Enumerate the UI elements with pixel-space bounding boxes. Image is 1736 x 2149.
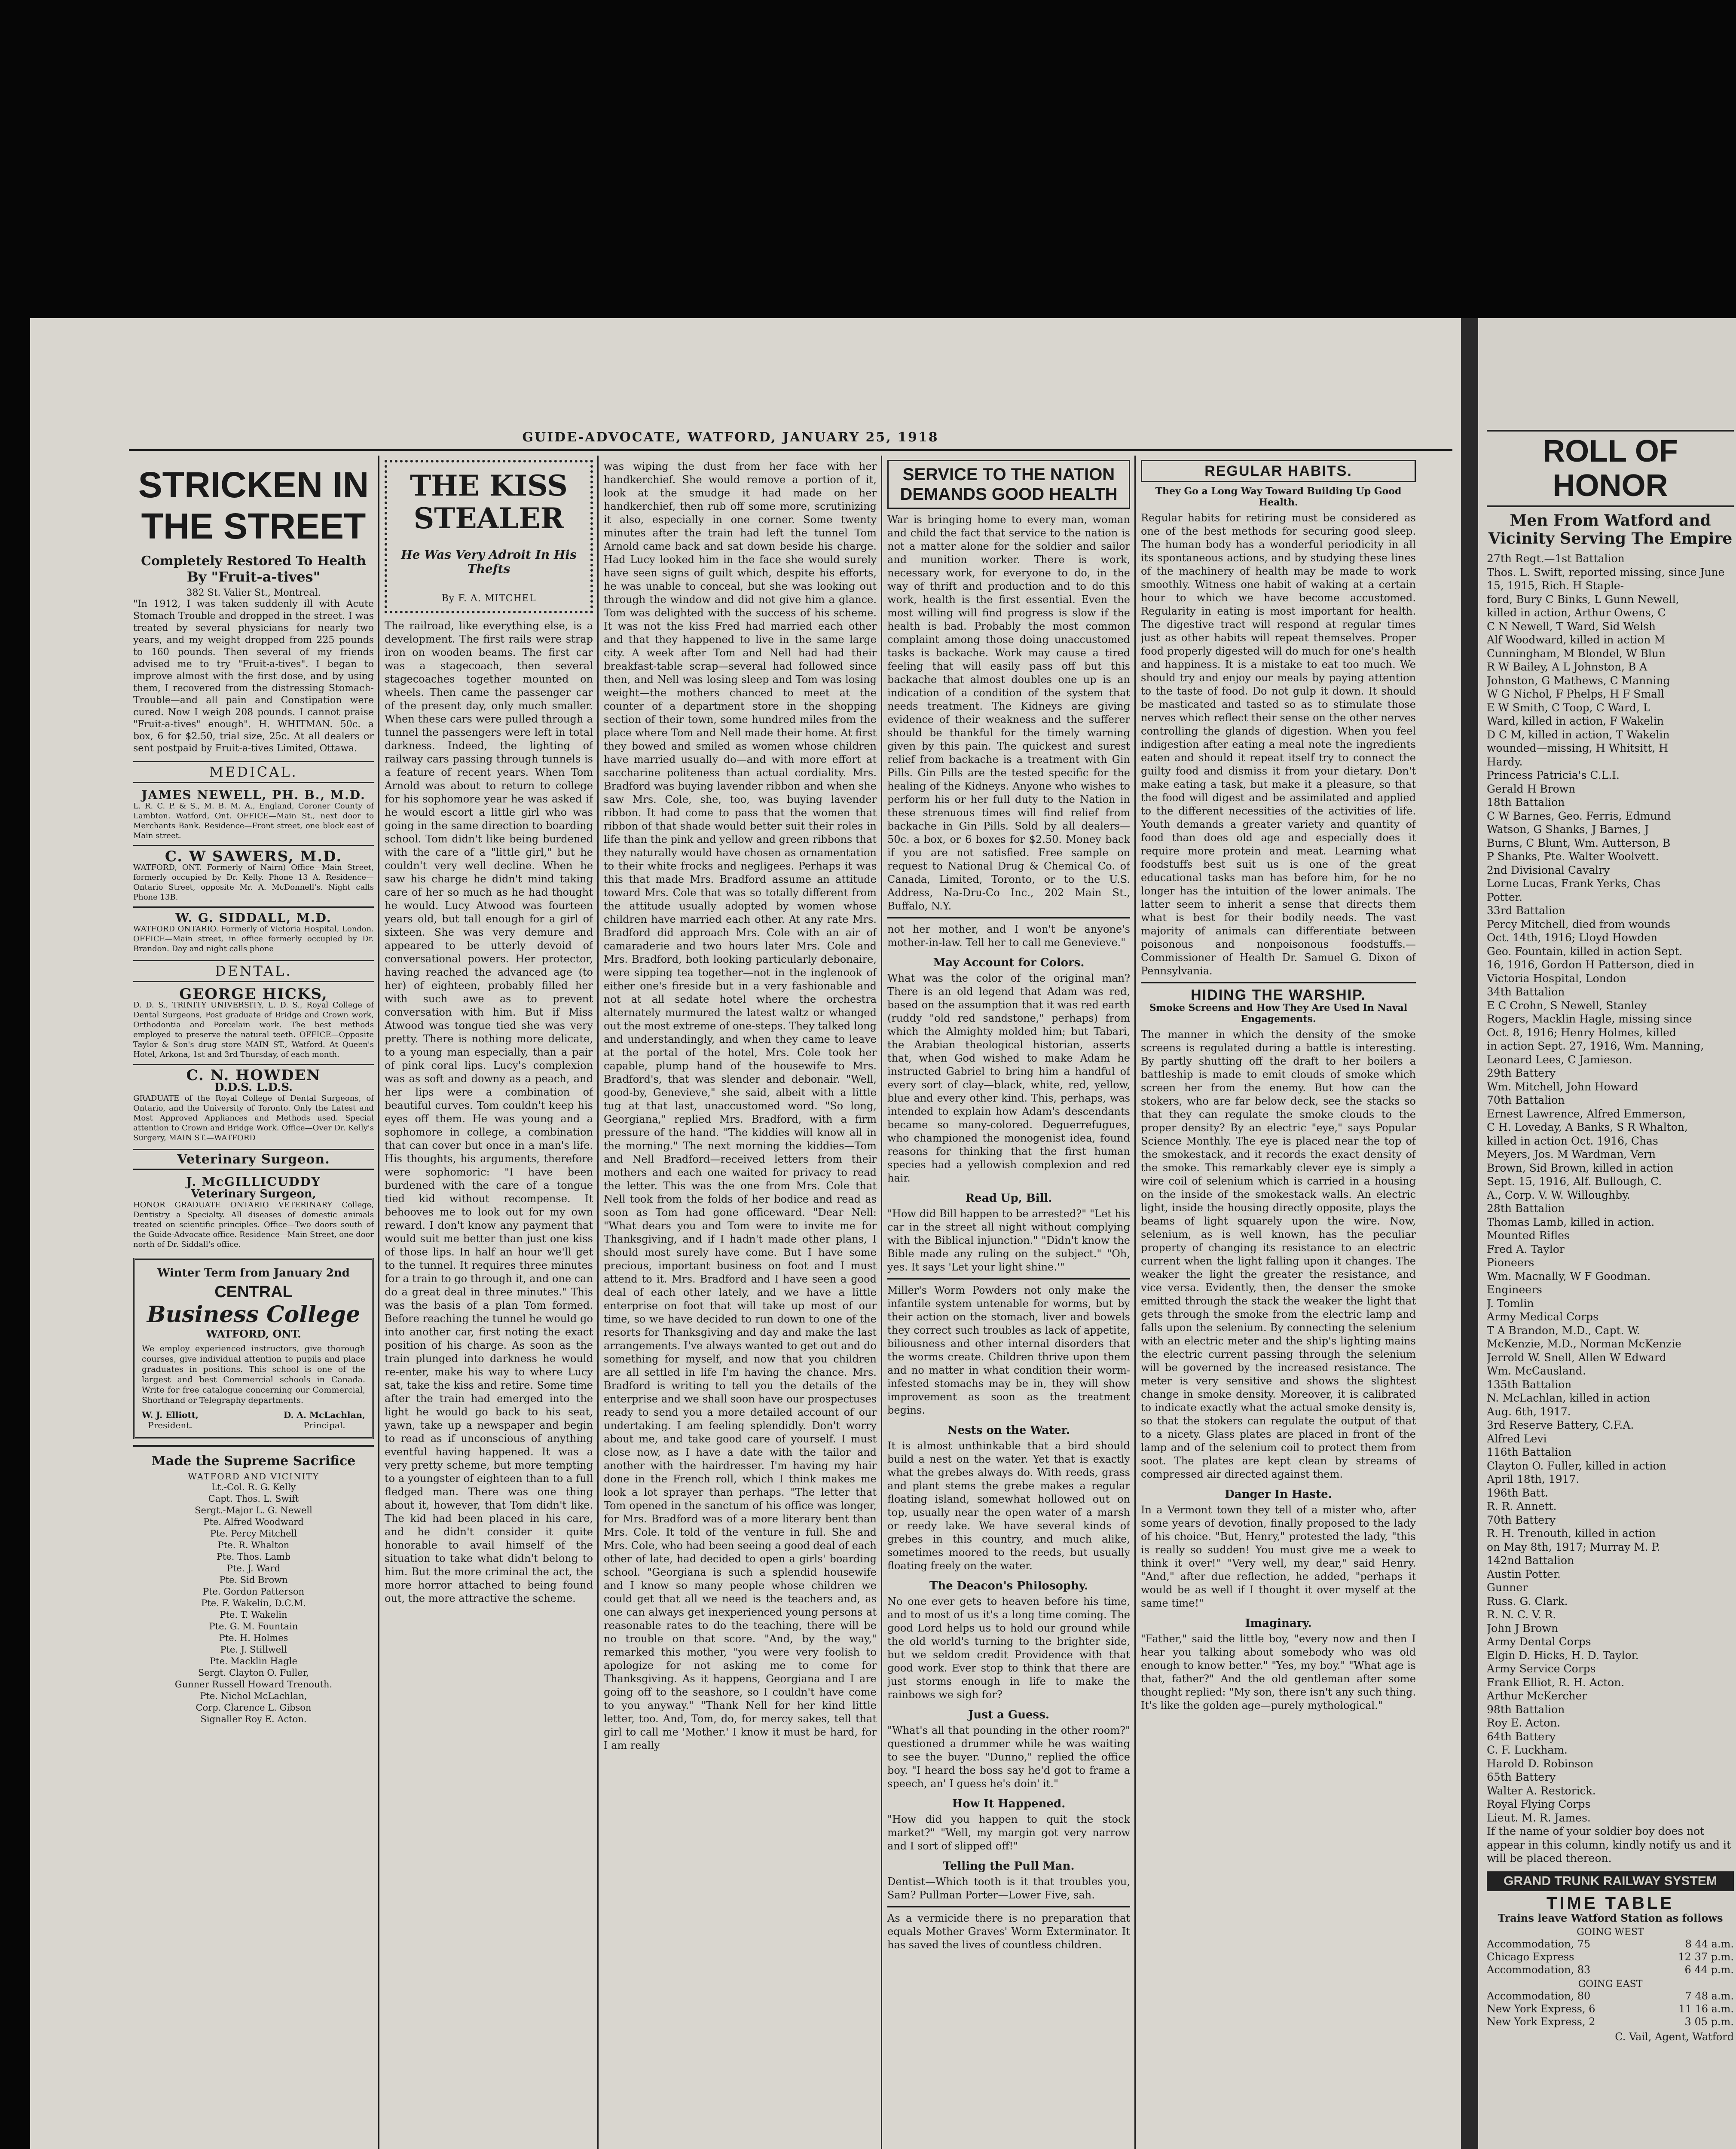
- honor-line: John J Brown: [1487, 1622, 1559, 1635]
- honor-line: 3rd Reserve Battery, C.F.A.: [1487, 1419, 1634, 1431]
- fruitatives-subhead-2: By "Fruit-a-tives": [186, 569, 321, 585]
- sacrifice-name: Lt.-Col. R. G. Kelly: [211, 1482, 296, 1492]
- veterinary-label: Veterinary Surgeon.: [133, 1149, 374, 1170]
- sacrifice-name: Pte. T. Wakelin: [220, 1610, 287, 1620]
- honor-line: 70th Battery: [1487, 1513, 1556, 1526]
- column-rule: [378, 456, 379, 2149]
- honor-line: Engineers: [1487, 1283, 1542, 1296]
- sacrifice-name: Pte. Macklin Hagle: [210, 1656, 297, 1666]
- honor-line: D C M, killed in action, T Wakelin: [1487, 728, 1670, 741]
- honor-line: 16, 1916, Gordon H Patterson, died in: [1487, 958, 1695, 971]
- train-row: [1487, 2002, 1734, 2015]
- honor-line: killed in action Oct. 1916, Chas: [1487, 1134, 1658, 1147]
- fruitatives-subhead-1: Completely Restored To Health: [141, 554, 366, 569]
- sawers-card: [133, 848, 374, 902]
- honor-line: Ward, killed in action, F Wakelin: [1487, 715, 1664, 727]
- worm-powders-body: Miller's Worm Powders not only make the infantile system untenable for worms, but by their action on the stomach, liver and bowels they correct such troubles as lack of appetite, biliousness and other internal disorders that the worms create. Children thrive upon them and no matter in what condition their worm-infested stomachs may be in, they will show improvement as soon as the treatment begins.: [887, 1284, 1130, 1416]
- honor-line: killed in action, Arthur Owens, C: [1487, 606, 1666, 619]
- howden-degrees: D.D.S. L.D.S.: [214, 1081, 293, 1094]
- college-body: We employ experienced instructors, give thorough courses, give individual attention to pupils and place graduates in positions. This school is one of the largest and best Commercial schools in Canada. Write for free catalogue concerning our Commercial, Shorthand or Telegraphy departments.: [142, 1344, 365, 1405]
- honor-line: 33rd Battalion: [1487, 904, 1566, 917]
- honor-line: W G Nichol, F Phelps, H F Small: [1487, 688, 1664, 700]
- college-president-name: W. J. Elliott,: [142, 1410, 199, 1420]
- divider: [887, 1278, 1130, 1280]
- sacrifice-name: Pte. F. Wakelin, D.C.M.: [201, 1598, 306, 1608]
- kiss-stealer-subtitle: He Was Very Adroit In His Thefts: [401, 548, 577, 576]
- honor-line: Walter A. Restorick.: [1487, 1784, 1596, 1797]
- divider: [887, 917, 1130, 918]
- honor-line: 64th Battery: [1487, 1730, 1556, 1743]
- honor-line: 70th Battalion: [1487, 1094, 1565, 1106]
- honor-line: 28th Battalion: [1487, 1202, 1565, 1215]
- honor-line: April 18th, 1917.: [1487, 1473, 1580, 1485]
- bill-head: Read Up, Bill.: [965, 1192, 1052, 1205]
- page-gutter: [1461, 318, 1478, 2149]
- column-5: [1141, 460, 1416, 2149]
- honor-line: 18th Battalion: [1487, 796, 1565, 808]
- honor-line: Roy E. Acton.: [1487, 1717, 1561, 1729]
- honor-line: Princess Patricia's C.L.I.: [1487, 769, 1620, 781]
- train-time: 6 44 p.m.: [1684, 1963, 1734, 1976]
- honor-line: ford, Bury C Binks, L Gunn Newell,: [1487, 593, 1679, 606]
- mcgillicuddy-name: J. McGILLICUDDY: [186, 1175, 321, 1189]
- honor-line: on May 8th, 1917; Murray M. P.: [1487, 1540, 1660, 1553]
- honor-line: Frank Elliot, R. H. Acton.: [1487, 1676, 1625, 1689]
- honor-line: Hardy.: [1487, 755, 1523, 768]
- honor-line: Rogers, Macklin Hagle, missing since: [1487, 1013, 1692, 1025]
- divider: [887, 1906, 1130, 1907]
- howden-body: GRADUATE of the Royal College of Dental Surgeons, of Ontario, and the University of Toronto. Only the Latest and Most Approved Appliances and Methods used. Special attention to Crown and Bridge Work. Office—Over Dr. Kelly's Surgery, MAIN ST.—WATFORD: [133, 1094, 374, 1142]
- college-term: Winter Term from January 2nd: [157, 1267, 350, 1280]
- honor-line: Elgin D. Hicks, H. D. Taylor.: [1487, 1649, 1639, 1662]
- sacrifice-name: Pte. R. Whalton: [217, 1540, 290, 1550]
- train-time: 3 05 p.m.: [1684, 2015, 1734, 2028]
- train-name: Accommodation, 75: [1487, 1938, 1591, 1950]
- siddall-body: WATFORD ONTARIO. Formerly of Victoria Hospital, London. OFFICE—Main street, in office formerly occupied by Dr. Brandon. Day and night calls phone: [133, 924, 374, 953]
- sacrifice-name: Pte. Alfred Woodward: [203, 1517, 304, 1527]
- nests-head: Nests on the Water.: [947, 1424, 1070, 1437]
- honor-line: Alf Woodward, killed in action M: [1487, 634, 1666, 646]
- honor-line: Wm. Macnally, W F Goodman.: [1487, 1270, 1651, 1283]
- honor-line: Pioneers: [1487, 1256, 1534, 1269]
- sawers-name: C. W SAWERS, M.D.: [165, 848, 342, 865]
- college-ad: [133, 1258, 374, 1439]
- honor-line: 135th Battalion: [1487, 1378, 1572, 1391]
- sacrifice-name: Pte. J. Stillwell: [220, 1644, 287, 1655]
- vermicide-body: As a vermicide there is no preparation that equals Mother Graves' Worm Exterminator. It has saved the lives of countless children.: [887, 1912, 1130, 1951]
- divider: [133, 1445, 374, 1447]
- fruitatives-headline: STRICKEN IN THE STREET: [138, 465, 369, 546]
- habits-subhead: They Go a Long Way Toward Building Up Good Health.: [1155, 486, 1402, 508]
- train-time: 11 16 a.m.: [1678, 2002, 1734, 2015]
- train-time: 12 37 p.m.: [1678, 1950, 1734, 1963]
- honor-line: 116th Battalion: [1487, 1446, 1572, 1458]
- honor-line: 196th Batt.: [1487, 1486, 1549, 1499]
- happened-body: "How did you happen to quit the stock market?" "Well, my margin got very narrow and I sort of slipped off!": [887, 1813, 1130, 1852]
- warship-body: The manner in which the density of the smoke screens is regulated during a battle is interesting. By partly shutting off the draft to her boilers a battleship is made to emit clouds of smoke which screen her from the enemy. But how can the stokers, who are far below deck, see the stacks so that they can regulate the smoke clouds to the proper density? By an electric "eye," says Popular Science Monthly. The eye is placed near the top of the smokestack, and it records the exact density of the smoke. This remarkably clever eye is simply a wire coil of selenium which is carried in a housing on the inside of the smokestack walls. An electric light, inside the housing directly opposite, plays the beams of light squarely upon the wire. Now, selenium, as is well known, has the peculiar property of changing its resistance to an electric current when the light falling upon it changes. The weaker the light the greater the resistance, and vice versa. Evidently, then, the denser the smoke emitted through the stack the weaker the light that gets through the smoke from the electric lamp and falls upon the selenium. By connecting the selenium with an electric meter and the ship's lighting mains the electric current passing through the selenium will be governed by the increased resistance. The meter is very sensitive and shows the slightest change in smoke density. Moreover, it is calibrated to indicate exactly what the actual smoke density is, so that the stokers can regulate the output of that to a nicety. Glass plates are placed in front of the lamp and of the selenium coil to protect them from soot. The plates are kept clean by streams of compressed air directed against them.: [1141, 1029, 1416, 1480]
- honor-line: Jerrold W. Snell, Allen W Edward: [1487, 1351, 1666, 1364]
- honor-line: J. Tomlin: [1487, 1297, 1534, 1310]
- divider: [1141, 982, 1416, 983]
- column-4: [887, 460, 1130, 2149]
- roll-of-honor-headline: ROLL OF HONOR: [1487, 430, 1734, 507]
- honor-line: E W Smith, C Toop, C Ward, L: [1487, 701, 1650, 714]
- roll-of-honor-list: [1487, 552, 1734, 1865]
- east-trains: [1487, 1990, 1734, 2028]
- colors-head: May Account for Colors.: [933, 956, 1085, 969]
- honor-line: A., Corp. V. W. Willoughby.: [1487, 1188, 1630, 1201]
- honor-line: Russ. G. Clark.: [1487, 1595, 1568, 1607]
- honor-line: Geo. Fountain, killed in action Sept.: [1487, 945, 1683, 958]
- honor-line: Oct. 8, 1916; Henry Holmes, killed: [1487, 1026, 1676, 1039]
- honor-line: T A Brandon, M.D., Capt. W.: [1487, 1324, 1640, 1337]
- honor-line: Clayton O. Fuller, killed in action: [1487, 1459, 1666, 1472]
- honor-line: If the name of your soldier boy does not appear in this column, kindly notify us and it will be placed thereon.: [1487, 1825, 1731, 1864]
- honor-line: Lieut. M. R. James.: [1487, 1811, 1591, 1824]
- mcgillicuddy-title: Veterinary Surgeon,: [191, 1188, 316, 1200]
- divider: [133, 845, 374, 846]
- newell-body: L. R. C. P. & S., M. B. M. A., England, Coroner County of Lambton. Watford, Ont. OFFICE—Main St., next door to Merchants Bank. Residence—Front street, one block east of Main street.: [133, 802, 374, 840]
- honor-line: C. F. Luckham.: [1487, 1744, 1568, 1756]
- honor-line: Thomas Lamb, killed in action.: [1487, 1215, 1655, 1228]
- honor-line: Brown, Sid Brown, killed in action: [1487, 1161, 1674, 1174]
- honor-line: Army Dental Corps: [1487, 1635, 1591, 1648]
- habits-headline: REGULAR HABITS.: [1141, 460, 1416, 482]
- honor-line: Victoria Hospital, London: [1487, 972, 1626, 985]
- warship-headline: HIDING THE WARSHIP.: [1191, 987, 1366, 1003]
- guess-body: "What's all that pounding in the other room?" questioned a drummer while he was waiting to see the buyer. "Dunno," replied the office boy. "I heard the boss say he'd got to frame a speech, an' I guess he's doin' it.": [887, 1724, 1130, 1790]
- deacon-body: No one ever gets to heaven before his time, and to most of us it's a long time coming. The good Lord helps us to hold our ground while the old world's turning to the brighter side, but we seldom credit Providence with that good work. Ever stop to think that there are just storms enough in life to make the rainbows we sigh for?: [887, 1595, 1130, 1701]
- honor-line: Burns, C Blunt, Wm. Autterson, B: [1487, 836, 1671, 849]
- pullman-head: Telling the Pull Man.: [943, 1860, 1075, 1873]
- honor-line: E C Crohn, S Newell, Stanley: [1487, 999, 1647, 1012]
- honor-line: 2nd Divisional Cavalry: [1487, 863, 1610, 876]
- honor-line: Army Medical Corps: [1487, 1310, 1598, 1323]
- honor-line: Fred A. Taylor: [1487, 1243, 1565, 1255]
- timetable-head: TIME TABLE: [1546, 1893, 1674, 1913]
- train-name: Accommodation, 80: [1487, 1990, 1591, 2002]
- honor-line: C H. Loveday, A Banks, S R Whalton,: [1487, 1121, 1688, 1133]
- honor-line: N. McLachlan, killed in action: [1487, 1392, 1650, 1404]
- honor-line: Ernest Lawrence, Alfred Emmerson,: [1487, 1107, 1686, 1120]
- roll-of-honor-subhead: Men From Watford and Vicinity Serving The Empire: [1488, 511, 1733, 548]
- honor-line: Gunner: [1487, 1581, 1528, 1594]
- column-rule: [597, 456, 599, 2149]
- column-rule: [1134, 456, 1136, 2149]
- train-row: [1487, 1963, 1734, 1976]
- sacrifice-name: Pte. Thos. Lamb: [216, 1552, 291, 1562]
- sacrifice-name: Sergt.-Major L. G. Newell: [195, 1505, 312, 1515]
- honor-line: Leonard Lees, C Jamieson.: [1487, 1053, 1632, 1066]
- college-principal-role: Principal.: [303, 1420, 345, 1430]
- honor-line: 65th Battery: [1487, 1771, 1556, 1783]
- danger-body: In a Vermont town they tell of a mister who, after some years of devotion, finally proposed to the lady of his choice. "But, Henry," protested the lady, "this is really so sudden! You must give me a week to think it over!" "Very well, my dear," said Henry. "And," after due reflection, he added, "perhaps it would be as well if I thought it over myself at the same time!": [1141, 1504, 1416, 1609]
- west-trains: [1487, 1938, 1734, 1976]
- hicks-name: GEORGE HICKS,: [179, 986, 328, 1003]
- colors-body: What was the color of the original man? There is an old legend that Adam was red, based on the assumption that it was red earth (ruddy "old red sandstone," perhaps) from which the Almighty molded him; but Tabari, the Arabian theological historian, asserts that, when God wished to make Adam he instructed Gabriel to bring him a handful of every sort of clay—black, white, red, yellow, blue and every other kind. This, perhaps, was intended to explain how Adam's descendants became so many-colored. Deguerrefugues, who championed the monogenist idea, found reasons for thinking that the first human species had a yellowish complexion and red hair.: [887, 972, 1130, 1184]
- train-time: 7 48 a.m.: [1685, 1990, 1734, 2002]
- grand-trunk-banner: GRAND TRUNK RAILWAY SYSTEM: [1487, 1871, 1734, 1891]
- train-row: [1487, 2015, 1734, 2028]
- fruitatives-body: "In 1912, I was taken suddenly ill with Acute Stomach Trouble and dropped in the street. I was treated by several physicians for nearly two years, and my weight dropped from 225 pounds to 160 pounds. Then several of my friends advised me to try "Fruit-a-tives". I began to improve almost with the first dose, and by using them, I recovered from the distressing Stomach-Trouble—and all pain and Constipation were cured. Now I weigh 208 pounds. I cannot praise "Fruit-a-tives" enough". H. WHITMAN. 50c. a box, 6 for $2.50, trial size, 25c. At all dealers or sent postpaid by Fruit-a-tives Limited, Ottawa.: [133, 599, 374, 754]
- honor-line: 142nd Battalion: [1487, 1554, 1574, 1567]
- newell-name: JAMES NEWELL, PH. B., M.D.: [141, 788, 366, 802]
- train-name: Chicago Express: [1487, 1950, 1574, 1963]
- honor-line: Wm. Mitchell, John Howard: [1487, 1080, 1638, 1093]
- guess-head: Just a Guess.: [968, 1708, 1049, 1721]
- honor-line: R W Bailey, A L Johnston, B A: [1487, 661, 1647, 673]
- honor-line: 29th Battery: [1487, 1067, 1556, 1079]
- genevieve-continuation: not her mother, and I won't be anyone's mother-in-law. Tell her to call me Genevieve.": [887, 923, 1130, 949]
- kiss-stealer-byline: By F. A. MITCHEL: [441, 593, 536, 604]
- column-6: [1487, 430, 1734, 2149]
- honor-line: Watson, G Shanks, J Barnes, J: [1487, 823, 1649, 836]
- honor-line: McKenzie, M.D., Norman McKenzie: [1487, 1338, 1681, 1350]
- bill-body: "How did Bill happen to be arrested?" "Let his car in the street all night without complying with the Biblical injunction." "Didn't know the Bible made any ruling on the subject." "Oh, yes. It says 'Let your light shine.'": [887, 1208, 1130, 1273]
- honor-line: Percy Mitchell, died from wounds: [1487, 918, 1671, 931]
- dental-label: DENTAL.: [133, 960, 374, 982]
- imaginary-body: "Father," said the little boy, "every now and then I hear you talking about somebody who was old enough to know better." "Yes, my boy." "What age is that, father?" And the old gentleman after some thought replied: "My son, there isn't any such thing. It's like the golden age—purely mythological.": [1141, 1633, 1416, 1711]
- column-rule: [881, 456, 882, 2149]
- sawers-body: WATFORD, ONT. Formerly of Nairn) Office—Main Street, formerly occupied by Dr. Kelly. Phone 13 A. Residence—Ontario Street, opposite Mr. A. McDonnell's. Night calls Phone 13B.: [133, 863, 374, 902]
- medical-label: MEDICAL.: [133, 761, 374, 783]
- happened-head: How It Happened.: [952, 1797, 1066, 1810]
- college-principal-name: D. A. McLachlan,: [283, 1410, 365, 1420]
- honor-line: R. R. Annett.: [1487, 1500, 1557, 1512]
- honor-line: Royal Flying Corps: [1487, 1798, 1591, 1810]
- gin-pills-headline: SERVICE TO THE NATION DEMANDS GOOD HEALTH: [887, 460, 1130, 509]
- honor-line: Potter.: [1487, 891, 1522, 903]
- train-name: New York Express, 2: [1487, 2015, 1595, 2028]
- honor-line: Lorne Lucas, Frank Yerks, Chas: [1487, 877, 1661, 890]
- masthead: GUIDE-ADVOCATE, WATFORD, JANUARY 25, 1918: [522, 430, 939, 445]
- siddall-card: [133, 912, 374, 954]
- newell-card: [133, 789, 374, 841]
- honor-line: Mounted Rifles: [1487, 1229, 1570, 1242]
- nests-body: It is almost unthinkable that a bird should build a nest on the water. Yet that is exactly what the grebes always do. With reeds, grass and plant stems the grebe makes a regular floating island, somewhat hollowed out on top, usually near the open water of a marsh or reedy lake. We have several kinds of grebes in this country, and much alike, sometimes moored to the reeds, but usually floating freely on the water.: [887, 1440, 1130, 1572]
- gin-pills-body: War is bringing home to every man, woman and child the fact that service to the nation is not a matter alone for the soldier and sailor and munition worker. There is work, necessary work, for everyone to do, in the way of thrift and production and to do this work, health is the first essential. Even the most willing will find progress is slow if the health is bad. Probably the most common complaint among those doing unaccustomed tasks is backache. Work may cause a tired feeling that will easily pass off but this backache that almost doubles one up is an indication of a condition of the system that needs treatment. The Kidneys are giving evidence of their weakness and the sufferer should be thankful for the timely warning given by this pain. The quickest and surest relief from backache is a treatment with Gin Pills. Gin Pills are the tested specific for the healing of the Kidneys. Anyone who wishes to perform his or her full duty to the Nation in these strenuous times will find relief from backache in Gin Pills. Sold by all dealers—50c. a box, or 6 boxes for $2.50. Money back if you are not satisfied. Free sample on request to National Drug & Chemical Co. of Canada, Limited, Toronto, or to the U.S. Address, Na-Dru-Co Inc., 202 Main St., Buffalo, N.Y.: [887, 514, 1130, 912]
- honor-line: in action Sept. 27, 1916, Wm. Manning,: [1487, 1040, 1704, 1052]
- honor-line: Army Service Corps: [1487, 1662, 1596, 1675]
- honor-line: Austin Potter.: [1487, 1567, 1561, 1580]
- honor-line: Aug. 6th, 1917.: [1487, 1405, 1571, 1418]
- kiss-stealer-body: The railroad, like everything else, is a development. The first rails were strap iron on wooden beams. The first car was a stagecoach, then several stagecoaches together mounted on wheels. Then came the passenger car of the present day, only much smaller. When these cars were pulled through a tunnel the passengers were left in total darkness. Indeed, the lighting of railway cars passing through tunnels is a feature of recent years. When Tom Arnold was about to return to college for his sophomore year he was asked if he would escort a little girl who was going in the same direction to boarding school. Tom didn't like being burdened with the care of a "little girl," but he couldn't very well decline. When he saw his charge he didn't mind taking care of her so much as he had thought he would. Lucy Atwood was fourteen years old, but tall enough for a girl of sixteen. She was very demure and appeared to be utterly devoid of conversational powers. Her protector, having reached the advanced age (to her) of eighteen, probably filled her with such awe as to prevent conversation with him. But if Miss Atwood was tongue tied she was very pretty. There is nothing more delicate, to a young man especially, than a pair of pink coral lips. Lucy's complexion was as soft and downy as a peach, and her lips were a combination of beautiful curves. Tom couldn't keep his eyes off them. He was young and a sophomore in college, a combination that can cover but once in a man's life. His thoughts, his arguments, therefore were sophomoric: "I have been burdened with the care of a tongue tied kid without recompense. It behooves me to look out for my own reward. I don't know any payment that would suit me better than just one kiss of those lips. In half an hour we'll get to the tunnel. It requires three minutes for a train to go through it, and one can do a great deal in three minutes." This was the basis of a plan Tom formed. Before reaching the tunnel he would go into another car, first noting the exact position of his charge. As soon as the train plunged into darkness he would re-enter, make his way to where Lucy sat, take the kiss and retire. Some time after the train had emerged into the light he would go back to his seat, yawn, take up a newspaper and begin to read as if unconscious of anything eventful having happened. It was a very pretty scheme, but more tempting to a youngster of eighteen than to a full fledged man. There was one thing about it, however, that Tom didn't like. The kid had been placed in his care, and he didn't consider it quite honorable to avail himself of the situation to take what didn't belong to him. But the more criminal the act, the more horror attached to being found out, the more attractive the scheme.: [385, 620, 593, 1604]
- column-1: [133, 460, 374, 2149]
- mcgillicuddy-body: HONOR GRADUATE ONTARIO VETERINARY College, Dentistry a Specialty. All diseases of domestic animals treated on scientific principles. Office—Two doors south of the Guide-Advocate office. Residence—Main Street, one door north of Dr. Siddall's office.: [133, 1200, 374, 1249]
- honor-line: C N Newell, T Ward, Sid Welsh: [1487, 620, 1656, 633]
- station-agent: C. Vail, Agent, Watford: [1615, 2030, 1734, 2043]
- column-2: [385, 460, 593, 2149]
- sacrifice-name: Pte. Percy Mitchell: [210, 1528, 297, 1539]
- honor-line: 27th Regt.—1st Battalion: [1487, 552, 1625, 565]
- column-3: [604, 460, 877, 2149]
- danger-head: Danger In Haste.: [1225, 1488, 1332, 1501]
- college-president-role: President.: [148, 1420, 193, 1430]
- sacrifice-list: [133, 1482, 374, 1725]
- sacrifice-name: Pte. Nichol McLachlan,: [200, 1691, 307, 1701]
- honor-line: 34th Battalion: [1487, 986, 1565, 998]
- honor-line: Meyers, Jos. M Wardman, Vern: [1487, 1148, 1656, 1160]
- honor-line: C W Barnes, Geo. Ferris, Edmund: [1487, 809, 1671, 822]
- mothers-story-body: was wiping the dust from her face with her handkerchief. She would remove a portion of it, look at the smudge it had made on her handkerchief, then rub off some more, scrutinizing it also, especially in one corner. Some twenty minutes after the train had left the tunnel Tom Arnold came back and sat down beside his charge. Had Lucy looked him in the face she would surely have seen signs of guilt which, despite his efforts, he was unable to conceal, but she was looking out through the window and did not give him a glance. Tom was delighted with the success of his scheme. It was not the kiss Fred had married each other and that they happened to live in the same large city. A week after Tom and Nell had had their breakfast-table scrap—several had followed since then, and Nell was losing sleep and Tom was losing weight—the mothers chanced to meet at the counter of a department store in the shopping section of their town, some hundred miles from the place where Tom and Nell made their home. At first they bowed and smiled as women whose children have married usually do—and with more effort at saccharine politeness than actual cordiality. Mrs. Bradford was buying lavender ribbon and when she saw Mrs. Cole, she, too, was buying lavender ribbon. It had come to pass that the women that ribbon of that shade would better suit their roles in life than the pink and yellow and green ribbons that they naturally would have chosen as ornamentation to their white frocks and negligees. Perhaps it was this that made Mrs. Bradford assume an attitude toward Mrs. Cole that was so totally different from the attitude usually adopted by women whose children have married each other. At any rate Mrs. Bradford did approach Mrs. Cole with an air of camaraderie and two hours later Mrs. Cole and Mrs. Bradford, both looking particularly debonaire, were sipping tea together—not in the inglenook of either one's fireside but in a very fashionable and not at all sedate hotel where the orchestra alternately murmured the latest waltz or whanged out the most extreme of one-steps. They talked long and understandingly, and when they came to leave at the portal of the hotel, Mrs. Cole took her capable, plump hand of the housewife to Mrs. Bradford's, that was slender and debonair. "Well, good-by, Genevieve," she said, albeit with a little tug at that last, unaccustomed word. "So long, Georgiana," replied Mrs. Bradford, with a firm pressure of the hand. "The kiddies will know all in the morning." The next morning the kiddies—Tom and Nell Bradford—received letters from their mothers and each one waited for privacy to read the letter. This was the one from Mrs. Cole that Nell took from the folds of her bodice and read as soon as Tom had gone officeward. "Dear Nell: "What dears you and Tom were to invite me for Thanksgiving, and if I hadn't made other plans, I should most surely have come. But I have some precious, important business on foot and I must attend to it. Mrs. Bradford and I have seen a good deal of each other lately, and we have a little enterprise on foot that will take up most of our time, so we have decided to run down to one of the resorts for Thanksgiving and day and make the last arrangements. I've always wanted to get out and do something for myself, and now that you children are all settled in life I'm having the chance. Mrs. Bradford is writing to tell you the details of the enterprise and we shall soon have our prospectuses ready to send you a more detailed account of our undertaking. I am feeling splendidly. Don't worry about me, and take good care of yourself. I must close now, as I have a date with the tailor and another with the hairdresser. I'm having my hair done in the French roll, which I think makes me look a lot sprayer than perhaps. "The letter that Tom opened in the sanctum of his office was longer, for Mrs. Bradford was of a more literary bent than Mrs. Cole. It told of the venture in full. She and Mrs. Cole, who had been seeing a good deal of each other of late, had decided to open a girls' boarding school. "Georgiana is such a splendid housewife and I know so many people whose children we could get that all we need is the teachers and, as one can always get inexperienced young persons at reasonable rates to do the teaching, there will be no trouble on that score. "And, by the way," remarked this mother, "you were very foolish to apologize for not asking me to come for Thanksgiving. As it happens, Georgiana and I are going off to the seashore, so I couldn't have come to you anyway." "Thank Nell for her kind little letter, too. And, Tom, do, for mercy sakes, tell that girl to call me 'Mother.' I know it must be hard, for I am really: [604, 460, 877, 1751]
- sacrifice-name: Corp. Clarence L. Gibson: [196, 1702, 312, 1713]
- kiss-stealer-title: THE KISS STEALER: [410, 469, 568, 535]
- sacrifice-name: Capt. Thos. L. Swift: [208, 1494, 299, 1504]
- college-name-2: Business College: [147, 1301, 361, 1328]
- sacrifice-head: Made the Supreme Sacrifice: [151, 1454, 356, 1469]
- sacrifice-name: Pte. Sid Brown: [219, 1575, 288, 1585]
- train-row: [1487, 1938, 1734, 1950]
- warship-subhead: Smoke Screens and How They Are Used In Naval Engagements.: [1149, 1002, 1408, 1025]
- honor-line: R. N. C. V. R.: [1487, 1608, 1556, 1621]
- going-east-label: GOING EAST: [1578, 1978, 1643, 1990]
- divider: [133, 1064, 374, 1065]
- sacrifice-name: Signaller Roy E. Acton.: [200, 1714, 307, 1724]
- train-row: [1487, 1950, 1734, 1963]
- pullman-body: Dentist—Which tooth is it that troubles you, Sam? Pullman Porter—Lower Five, sah.: [887, 1876, 1130, 1901]
- college-name-1: CENTRAL: [214, 1283, 293, 1301]
- honor-line: wounded—missing, H Whitsitt, H: [1487, 742, 1669, 754]
- timetable-subhead: Trains leave Watford Station as follows: [1498, 1911, 1723, 1924]
- sacrifice-name: Sergt. Clayton O. Fuller,: [198, 1668, 309, 1678]
- honor-line: Harold D. Robinson: [1487, 1757, 1594, 1770]
- fruitatives-address: 382 St. Valier St., Montreal.: [186, 588, 321, 598]
- honor-line: Gerald H Brown: [1487, 782, 1576, 795]
- mcgillicuddy-card: [133, 1176, 374, 1249]
- honor-line: Cunningham, M Blondel, W Blun: [1487, 647, 1666, 660]
- honor-line: P Shanks, Pte. Walter Woolvett.: [1487, 850, 1659, 863]
- sacrifice-name: Gunner Russell Howard Trenouth.: [174, 1679, 333, 1690]
- imaginary-head: Imaginary.: [1245, 1617, 1312, 1630]
- sacrifice-name: Pte. G. M. Fountain: [209, 1621, 298, 1632]
- masthead-rule: [129, 449, 1452, 451]
- honor-line: Wm. McCausland.: [1487, 1365, 1586, 1377]
- deacon-head: The Deacon's Philosophy.: [929, 1580, 1088, 1592]
- train-row: [1487, 1990, 1734, 2002]
- sacrifice-name: Pte. Gordon Patterson: [202, 1586, 305, 1597]
- honor-line: R. H. Trenouth, killed in action: [1487, 1527, 1656, 1540]
- college-town: WATFORD, ONT.: [206, 1328, 301, 1340]
- hicks-body: D. D. S., TRINITY UNIVERSITY, L. D. S., Royal College of Dental Surgeons, Post graduate of Bridge and Crown work, Orthodontia and Porcelain work. The best methods employed to preserve the natural teeth. OFFICE—Opposite Taylor & Son's drug store MAIN ST., Watford. At Queen's Hotel, Arkona, 1st and 3rd Thursday, of each month.: [133, 1001, 374, 1059]
- honor-line: Thos. L. Swift, reported missing, since June 15, 1915, Rich. H Staple-: [1487, 566, 1725, 592]
- college-officers: [142, 1410, 365, 1430]
- kiss-stealer-box: [385, 460, 593, 613]
- honor-line: Arthur McKercher: [1487, 1690, 1587, 1702]
- hicks-card: [133, 988, 374, 1059]
- howden-name: C. N. HOWDEN: [186, 1067, 321, 1084]
- siddall-name: W. G. SIDDALL, M.D.: [175, 911, 332, 925]
- honor-line: Oct. 14th, 1916; Lloyd Howden: [1487, 931, 1658, 944]
- honor-line: Johnston, G Mathews, C Manning: [1487, 674, 1670, 687]
- honor-line: Alfred Levi: [1487, 1432, 1547, 1445]
- going-west-label: GOING WEST: [1577, 1926, 1644, 1938]
- honor-line: Sept. 15, 1916, Alf. Bullough, C.: [1487, 1175, 1662, 1188]
- sacrifice-name: Pte. H. Holmes: [219, 1633, 288, 1643]
- honor-line: 98th Battalion: [1487, 1703, 1565, 1716]
- train-name: Accommodation, 83: [1487, 1963, 1591, 1976]
- train-time: 8 44 a.m.: [1685, 1938, 1734, 1950]
- howden-card: [133, 1069, 374, 1143]
- sacrifice-subhead: WATFORD AND VICINITY: [188, 1471, 319, 1482]
- sacrifice-name: Pte. J. Ward: [226, 1563, 281, 1573]
- habits-body: Regular habits for retiring must be considered as one of the best methods for securing good sleep. The human body has a wonderful periodicity in all its spontaneous actions, and by studying these lines of the machinery of health may be made to work smoothly. Witness one habit of waking at a certain hour to which we have become accustomed. Regularity in eating is most important for health. The digestive tract will respond at regular times just as other habits will repeat themselves. Proper food properly digested will do much for one's health and happiness. It is a mistake to eat too much. We should try and enjoy our meals by paying attention to the taste of food. Do not gulp it down. It should be masticated and tasted so as to stimulate those nerves which reflect their sense on the other nerves controlling the glands of digestion. When you feel indigestion after eating a meal note the ingredients eaten and should it repeat itself try to connect the guilty food and dismiss it from your dietary. Don't make eating a task, but make it a pleasure, so that the food will digest and be assimilated and applied to the different necessities of the activities of life. Youth demands a greater variety and quantity of food than does old age and especially does it require more protein and meat. Learning what foodstuffs best suit us is one of the great educational tasks man has before him, for he no longer has the intuition of the lower animals. The latter seem to inherit a sense that directs them what is best for their bodily needs. The vast majority of animals can differentiate between poisonous and nonpoisonous foodstuffs.—Commissioner of Health Dr. Samuel G. Dixon of Pennsylvania.: [1141, 512, 1416, 977]
- train-name: New York Express, 6: [1487, 2002, 1595, 2015]
- divider: [133, 906, 374, 908]
